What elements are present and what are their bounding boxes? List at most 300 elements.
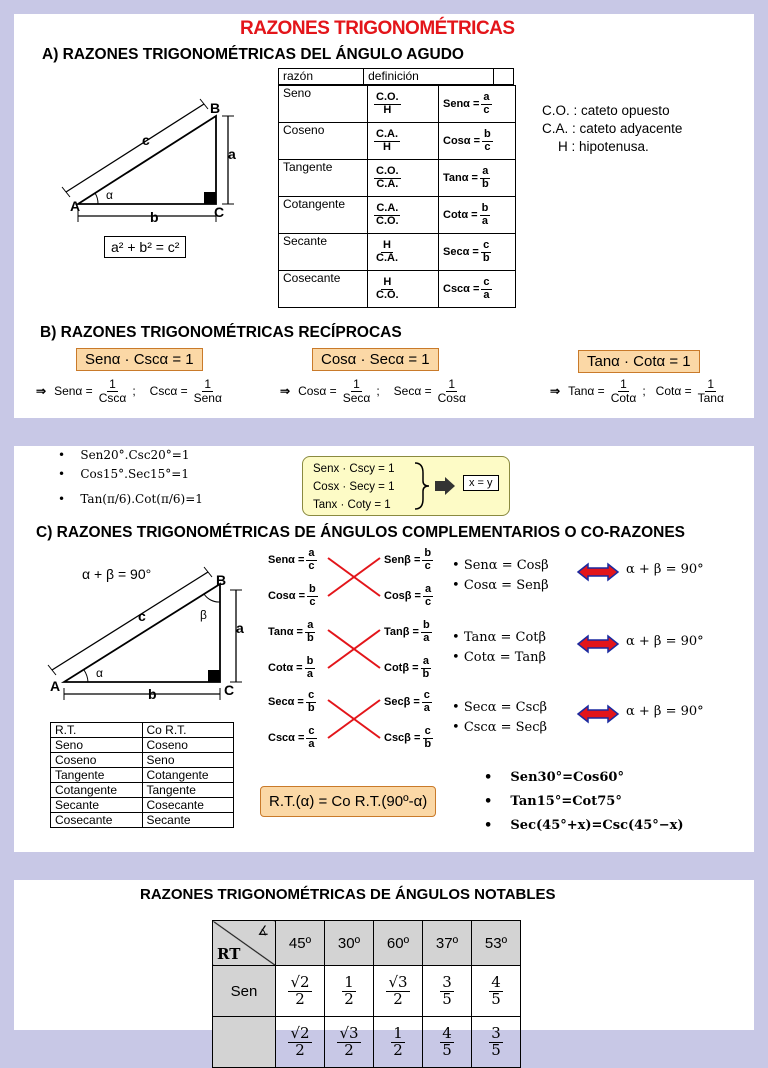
frac-num: C.A. bbox=[376, 127, 398, 140]
frac-den: c bbox=[483, 103, 490, 116]
frac-num: √3 bbox=[339, 1023, 359, 1042]
fraction bbox=[423, 584, 433, 608]
table-header-definicion: definición bbox=[364, 69, 494, 85]
implies-arrow: ⇒ bbox=[36, 384, 47, 399]
co-ratio-rule-box: R.T.(α) = Co R.T.(90º-α) bbox=[260, 786, 436, 817]
ratio-rows bbox=[278, 85, 516, 308]
co-ratio-formula bbox=[384, 584, 435, 608]
panel-ratios bbox=[14, 14, 754, 418]
fraction bbox=[305, 656, 316, 680]
frac-den: Secα bbox=[342, 390, 371, 405]
side-b-label: b bbox=[150, 209, 159, 225]
separator: ; bbox=[376, 384, 380, 399]
frac-num: 1 bbox=[393, 1023, 403, 1042]
co-ratio-formula bbox=[268, 656, 317, 680]
example-text: Sen20°.Csc20°=1 bbox=[80, 448, 190, 462]
example-text: Tan(π/6).Cot(π/6)=1 bbox=[80, 492, 203, 506]
frac-den: b bbox=[482, 251, 490, 264]
legend-h: H : hipotenusa. bbox=[558, 139, 649, 154]
implies-arrow: ⇒ bbox=[280, 384, 291, 399]
ratio-formula bbox=[439, 86, 516, 123]
frac-num: a bbox=[422, 655, 429, 667]
frac-den: 2 bbox=[393, 989, 403, 1008]
frac-num: 3 bbox=[491, 1023, 501, 1042]
table-header-co-rt: Co R.T. bbox=[142, 723, 234, 738]
formula-label: Senβ = bbox=[384, 554, 421, 567]
frac-num: c bbox=[308, 689, 315, 701]
cross-arrows-icon bbox=[324, 694, 384, 744]
fraction bbox=[374, 203, 401, 227]
formula-label: Cosα = bbox=[443, 134, 481, 147]
rt-cell: Coseno bbox=[51, 753, 143, 768]
angle-header: 37º bbox=[423, 921, 472, 966]
frac-num: 4 bbox=[442, 1023, 452, 1042]
fraction bbox=[306, 726, 316, 750]
equality-text: Cotα = Tanβ bbox=[463, 650, 547, 665]
frac-den: 2 bbox=[295, 1040, 305, 1059]
table-header-empty bbox=[494, 69, 514, 85]
co-rt-cell: Seno bbox=[142, 753, 234, 768]
ratio-formula bbox=[439, 123, 516, 160]
example-text: Tan15°=Cot75° bbox=[510, 794, 622, 809]
vertex-a-label: A bbox=[70, 198, 81, 214]
fraction bbox=[489, 1023, 503, 1059]
formula-label: Tanα = bbox=[568, 384, 605, 399]
vertex-c-label: C bbox=[214, 204, 225, 220]
value-cell bbox=[374, 966, 423, 1017]
fraction bbox=[391, 1023, 405, 1059]
double-arrow-icon bbox=[576, 634, 620, 654]
table-row bbox=[51, 798, 234, 813]
frac-den: b bbox=[424, 737, 432, 750]
notable-angles-table bbox=[212, 920, 521, 1068]
fraction bbox=[480, 203, 491, 227]
separator: ; bbox=[132, 384, 136, 399]
co-ratio-formula bbox=[384, 690, 434, 714]
cross-arrows-icon bbox=[324, 552, 384, 602]
fraction bbox=[440, 1023, 454, 1059]
formula-label: Cotβ = bbox=[384, 662, 419, 675]
frac-den: a bbox=[481, 214, 488, 227]
frac-den: Tanα bbox=[697, 390, 724, 405]
frac-num: b bbox=[481, 201, 489, 214]
ratio-definition bbox=[368, 86, 439, 123]
ratio-name: Seno bbox=[279, 86, 368, 123]
frac-den: a bbox=[423, 701, 430, 714]
frac-den: b bbox=[307, 701, 315, 714]
formula-label: Cotα = bbox=[655, 384, 692, 399]
equivalence-line: Senx · Cscy = 1 bbox=[313, 463, 395, 475]
formula-label: Tanβ = bbox=[384, 626, 419, 639]
frac-den: c bbox=[424, 559, 431, 572]
ratio-definition bbox=[368, 234, 439, 271]
value-cell bbox=[423, 966, 472, 1017]
ratio-definition-rows-table bbox=[278, 85, 516, 308]
value-cell bbox=[276, 1017, 325, 1068]
table-row bbox=[213, 1017, 521, 1068]
angle-condition: α + β = 90° bbox=[626, 704, 704, 719]
table-row bbox=[279, 86, 516, 123]
co-ratio-formula bbox=[268, 584, 320, 608]
fraction bbox=[374, 129, 400, 153]
fraction bbox=[306, 690, 317, 714]
formula-label: Cotα = bbox=[443, 208, 478, 221]
value-cell bbox=[374, 1017, 423, 1068]
value-cell bbox=[276, 966, 325, 1017]
formula-label: Secα = bbox=[443, 245, 479, 258]
frac-num: a bbox=[483, 90, 490, 103]
example-item-2: • Cos15°.Sec15°=1 bbox=[58, 467, 189, 481]
frac-num: 3 bbox=[442, 972, 452, 991]
co-rt-cell: Secante bbox=[142, 813, 234, 828]
frac-den: 5 bbox=[442, 989, 452, 1008]
result-box: x = y bbox=[463, 475, 499, 491]
equality-text: Cosα = Senβ bbox=[463, 578, 549, 593]
ratio-name: Cosecante bbox=[279, 271, 368, 308]
vertex-c-label: C bbox=[224, 682, 235, 698]
ratio-definition bbox=[368, 123, 439, 160]
formula-label: Secβ = bbox=[384, 696, 420, 709]
formula-label: Tanα = bbox=[443, 171, 478, 184]
fraction bbox=[422, 690, 432, 714]
fraction bbox=[288, 972, 311, 1008]
table-row bbox=[51, 783, 234, 798]
double-arrow-icon bbox=[576, 562, 620, 582]
equality-item: • Tanα = Cotβ bbox=[452, 630, 547, 645]
co-rt-cell: Coseno bbox=[142, 738, 234, 753]
ratio-name: Coseno bbox=[279, 123, 368, 160]
co-ratio-formula bbox=[384, 548, 435, 572]
frac-num: b bbox=[424, 547, 432, 559]
angle-header: 60º bbox=[374, 921, 423, 966]
value-cell bbox=[472, 966, 521, 1017]
formula-label: Cscβ = bbox=[384, 732, 421, 745]
alpha-label: α bbox=[106, 188, 113, 202]
angle-condition: α + β = 90° bbox=[626, 562, 704, 577]
fraction bbox=[421, 620, 432, 644]
co-ratio-formula bbox=[268, 548, 319, 572]
reciprocal-box-cos: Cosα · Secα = 1 bbox=[312, 348, 439, 371]
frac-num: b bbox=[306, 655, 314, 667]
ratio-formula bbox=[439, 160, 516, 197]
angle-header: 30º bbox=[325, 921, 374, 966]
table-row bbox=[51, 723, 234, 738]
frac-num: c bbox=[483, 275, 490, 288]
frac-num: H bbox=[383, 275, 392, 288]
formula-label: Senα = bbox=[443, 97, 480, 110]
frac-num: C.A. bbox=[376, 201, 399, 214]
table-row bbox=[279, 234, 516, 271]
frac-den: c bbox=[309, 595, 316, 608]
frac-num: c bbox=[308, 725, 315, 737]
ratio-formula bbox=[439, 271, 516, 308]
vertex-a-label: A bbox=[50, 678, 61, 694]
frac-den: Senα bbox=[193, 390, 222, 405]
frac-num: a bbox=[482, 164, 489, 177]
fraction bbox=[374, 166, 401, 190]
equality-item: • Senα = Cosβ bbox=[452, 558, 549, 573]
frac-den: Cosα bbox=[437, 390, 466, 405]
rt-cell: Seno bbox=[51, 738, 143, 753]
formula-label: Secα = bbox=[393, 384, 432, 399]
fraction bbox=[480, 166, 491, 190]
fraction bbox=[481, 277, 491, 301]
reciprocal-box-sen: Senα · Cscα = 1 bbox=[76, 348, 203, 371]
frac-den: b bbox=[422, 667, 430, 680]
equality-text: Tanα = Cotβ bbox=[463, 630, 547, 645]
rt-cell: Cotangente bbox=[51, 783, 143, 798]
side-b-label: b bbox=[148, 686, 157, 702]
formula-label: Cscα = bbox=[149, 384, 188, 399]
frac-den: c bbox=[484, 140, 491, 153]
frac-den: b bbox=[306, 631, 314, 644]
frac-den: H bbox=[383, 140, 391, 153]
reciprocal-formula-1 bbox=[36, 378, 226, 404]
ratio-formula bbox=[439, 234, 516, 271]
co-example-3: • Sec(45°+x)=Csc(45°−x) bbox=[484, 818, 684, 833]
section-c-heading: C) RAZONES TRIGONOMÉTRICAS DE ÁNGULOS COMPLEMENTARIOS O CO-RAZONES bbox=[36, 524, 685, 541]
panel-complementary bbox=[14, 446, 754, 852]
equality-item: • Secα = Cscβ bbox=[452, 700, 548, 715]
fraction bbox=[374, 277, 401, 301]
frac-den: 2 bbox=[295, 989, 305, 1008]
implies-arrow: ⇒ bbox=[550, 384, 561, 399]
co-example-2: • Tan15°=Cot75° bbox=[484, 794, 622, 809]
equivalence-line: Tanx · Coty = 1 bbox=[313, 499, 391, 511]
formula-label: Cosβ = bbox=[384, 590, 421, 603]
ratio-name: Secante bbox=[279, 234, 368, 271]
angle-condition: α + β = 90° bbox=[626, 634, 704, 649]
formula-label: Cosα = bbox=[268, 590, 306, 603]
ratio-definition bbox=[368, 160, 439, 197]
side-c-label: c bbox=[142, 132, 150, 148]
fraction bbox=[307, 584, 318, 608]
example-text: Cos15°.Sec15°=1 bbox=[80, 467, 189, 481]
table-row bbox=[51, 813, 234, 828]
beta-label: β bbox=[200, 608, 207, 622]
frac-den: a bbox=[483, 288, 490, 301]
formula-label: Cscα = bbox=[443, 282, 480, 295]
co-ratio-formula bbox=[268, 726, 319, 750]
legend-block bbox=[542, 102, 682, 156]
frac-num: 1 bbox=[707, 377, 715, 391]
fraction bbox=[374, 240, 400, 264]
page-title: RAZONES TRIGONOMÉTRICAS bbox=[240, 18, 515, 39]
pythagoras-box: a² + b² = c² bbox=[104, 236, 186, 258]
frac-num: a bbox=[307, 619, 314, 631]
formula-label: Cosα = bbox=[298, 384, 337, 399]
fraction bbox=[489, 972, 503, 1008]
frac-den: Cotα bbox=[610, 390, 637, 405]
frac-den: 2 bbox=[344, 1040, 354, 1059]
co-ratio-examples bbox=[484, 766, 684, 838]
separator: ; bbox=[642, 384, 646, 399]
section-d-heading: RAZONES TRIGONOMÉTRICAS DE ÁNGULOS NOTABLES bbox=[140, 886, 556, 903]
co-ratio-formula bbox=[384, 656, 433, 680]
fraction bbox=[481, 92, 491, 116]
reciprocal-formula-3 bbox=[550, 378, 728, 404]
co-example-1: • Sen30°=Cos60° bbox=[484, 770, 624, 785]
equality-text: Senα = Cosβ bbox=[463, 558, 549, 573]
frac-num: √2 bbox=[290, 1023, 310, 1042]
section-b-heading: B) RAZONES TRIGONOMÉTRICAS RECÍPROCAS bbox=[40, 324, 402, 341]
function-name: Sen bbox=[213, 966, 276, 1017]
table-row bbox=[51, 768, 234, 783]
frac-num: C.O. bbox=[376, 90, 399, 103]
frac-num: C.O. bbox=[376, 164, 399, 177]
table-row bbox=[279, 271, 516, 308]
co-ratio-formula bbox=[268, 690, 319, 714]
frac-num: 1 bbox=[344, 972, 354, 991]
rt-cell: Secante bbox=[51, 798, 143, 813]
frac-num: 4 bbox=[491, 972, 501, 991]
fraction bbox=[305, 620, 316, 644]
table-row bbox=[279, 123, 516, 160]
ratio-definition bbox=[368, 197, 439, 234]
reciprocal-box-tan: Tanα · Cotα = 1 bbox=[578, 350, 700, 373]
legend-ca: C.A. : cateto adyacente bbox=[542, 121, 683, 136]
frac-den: Cscα bbox=[98, 390, 127, 405]
fraction bbox=[306, 548, 316, 572]
equality-item: • Cotα = Tanβ bbox=[452, 650, 547, 665]
frac-den: 5 bbox=[442, 1040, 452, 1059]
side-a-label: a bbox=[228, 146, 236, 162]
formula-label: Cotα = bbox=[268, 662, 303, 675]
ratio-definition bbox=[368, 271, 439, 308]
formula-label: Secα = bbox=[268, 696, 304, 709]
frac-den: 5 bbox=[491, 1040, 501, 1059]
frac-den: 5 bbox=[491, 989, 501, 1008]
co-ratio-formula bbox=[268, 620, 318, 644]
frac-den: a bbox=[423, 631, 430, 644]
ratio-name: Cotangente bbox=[279, 197, 368, 234]
frac-den: c bbox=[308, 559, 315, 572]
frac-num: H bbox=[383, 238, 391, 251]
table-row bbox=[51, 753, 234, 768]
frac-num: a bbox=[308, 547, 315, 559]
section-a-heading: A) RAZONES TRIGONOMÉTRICAS DEL ÁNGULO AGUDO bbox=[42, 46, 464, 63]
reciprocal-formula-2 bbox=[280, 378, 470, 404]
angle-header: 45º bbox=[276, 921, 325, 966]
ratio-formula bbox=[439, 197, 516, 234]
alpha-label: α bbox=[96, 666, 103, 680]
double-arrow-icon bbox=[576, 704, 620, 724]
side-a-label: a bbox=[236, 620, 244, 636]
rt-cell: Cosecante bbox=[51, 813, 143, 828]
frac-num: b bbox=[484, 127, 491, 140]
value-cell bbox=[472, 1017, 521, 1068]
co-rt-cell: Tangente bbox=[142, 783, 234, 798]
equivalence-line: Cosx · Secy = 1 bbox=[313, 481, 395, 493]
fraction bbox=[288, 1023, 311, 1059]
frac-den: 2 bbox=[393, 1040, 403, 1059]
fraction bbox=[386, 972, 409, 1008]
equality-item: • Cscα = Secβ bbox=[452, 720, 548, 735]
frac-num: 1 bbox=[109, 377, 116, 391]
equality-item: • Cosα = Senβ bbox=[452, 578, 549, 593]
table-row bbox=[279, 160, 516, 197]
formula-label: Cscα = bbox=[268, 732, 305, 745]
value-cell bbox=[325, 966, 374, 1017]
frac-den: C.O. bbox=[376, 214, 399, 227]
frac-den: H bbox=[383, 103, 392, 116]
co-ratio-equalities bbox=[452, 698, 547, 738]
rt-label: RT bbox=[217, 945, 241, 963]
table-row bbox=[51, 738, 234, 753]
angle-header: 53º bbox=[472, 921, 521, 966]
frac-num: √3 bbox=[388, 972, 408, 991]
frac-num: 1 bbox=[448, 377, 456, 391]
ratio-name: Tangente bbox=[279, 160, 368, 197]
co-ratio-equalities bbox=[452, 556, 549, 596]
example-text: Sen30°=Cos60° bbox=[510, 770, 624, 785]
formula-label: Tanα = bbox=[268, 626, 303, 639]
frac-num: √2 bbox=[290, 972, 310, 991]
angle-icon: ∡ bbox=[257, 923, 269, 938]
fraction bbox=[342, 972, 356, 1008]
equality-text: Secα = Cscβ bbox=[463, 700, 548, 715]
frac-num: b bbox=[422, 619, 430, 631]
frac-num: 1 bbox=[204, 377, 212, 391]
co-ratio-table bbox=[50, 722, 234, 828]
frac-num: c bbox=[423, 689, 430, 701]
equality-text: Cscα = Secβ bbox=[463, 720, 548, 735]
frac-num: c bbox=[424, 725, 431, 737]
fraction bbox=[421, 656, 432, 680]
frac-den: a bbox=[308, 737, 315, 750]
value-cell bbox=[423, 1017, 472, 1068]
frac-num: 1 bbox=[353, 377, 360, 391]
value-cell bbox=[325, 1017, 374, 1068]
co-ratio-formula bbox=[384, 726, 435, 750]
frac-den: C.A. bbox=[376, 177, 399, 190]
example-item-1: • Sen20°.Csc20°=1 bbox=[58, 448, 190, 462]
vertex-b-label: B bbox=[216, 572, 227, 588]
table-corner-cell bbox=[213, 921, 276, 966]
example-text: Sec(45°+x)=Csc(45°−x) bbox=[510, 818, 684, 833]
frac-den: b bbox=[481, 177, 489, 190]
frac-den: a bbox=[306, 667, 313, 680]
vertex-b-label: B bbox=[210, 100, 221, 116]
fraction bbox=[374, 92, 401, 116]
table-header-razon: razón bbox=[279, 69, 364, 85]
panel-notable-angles bbox=[14, 880, 754, 1059]
cross-arrows-icon bbox=[324, 624, 384, 674]
table-row bbox=[279, 197, 516, 234]
angle-sum: α + β = 90° bbox=[82, 566, 152, 582]
frac-num: a bbox=[424, 583, 432, 595]
fraction bbox=[337, 1023, 360, 1059]
co-rt-cell: Cosecante bbox=[142, 798, 234, 813]
legend-co: C.O. : cateto opuesto bbox=[542, 103, 670, 118]
table-row bbox=[213, 966, 521, 1017]
side-c-label: c bbox=[138, 608, 146, 624]
frac-num: 1 bbox=[620, 377, 627, 391]
co-ratio-equalities bbox=[452, 628, 546, 668]
table-header-rt: R.T. bbox=[51, 723, 143, 738]
rt-cell: Tangente bbox=[51, 768, 143, 783]
frac-den: 2 bbox=[344, 989, 354, 1008]
fraction bbox=[482, 129, 493, 153]
fraction bbox=[481, 240, 492, 264]
ratio-definition-table bbox=[278, 68, 514, 85]
frac-den: c bbox=[424, 595, 432, 608]
co-ratio-formula bbox=[384, 620, 434, 644]
frac-num: c bbox=[483, 238, 490, 251]
co-rt-cell: Cotangente bbox=[142, 768, 234, 783]
fraction bbox=[422, 726, 433, 750]
table-row bbox=[213, 921, 521, 966]
